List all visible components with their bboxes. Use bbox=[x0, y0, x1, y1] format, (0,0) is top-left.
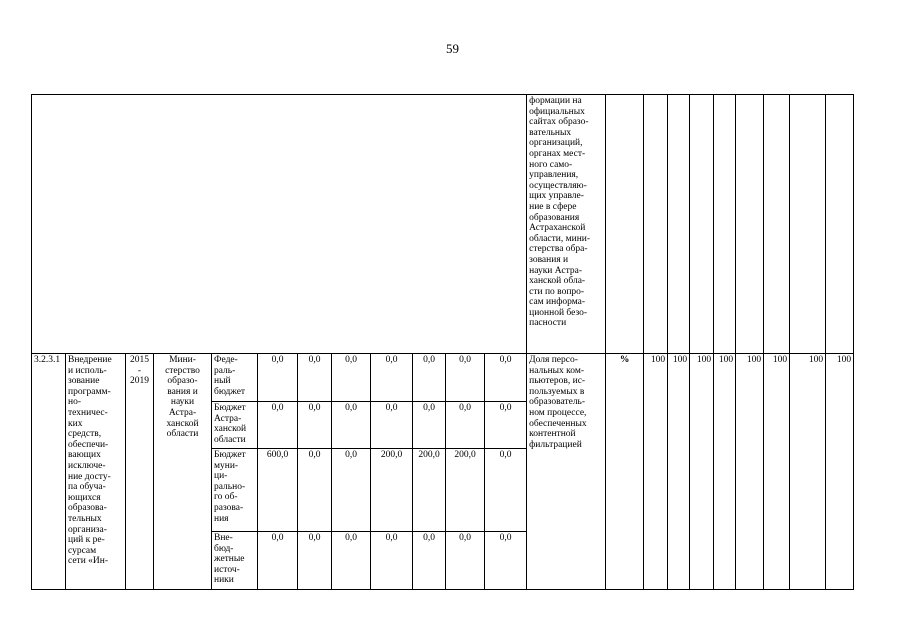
measure-description-cell bbox=[66, 354, 126, 590]
amount-cell: 0,0 bbox=[298, 354, 332, 402]
amount-cell: 200,0 bbox=[446, 449, 485, 532]
table-row bbox=[32, 354, 854, 402]
amount-cell: 0,0 bbox=[332, 402, 371, 449]
target-value: 100 bbox=[644, 354, 668, 590]
amount-cell: 0,0 bbox=[298, 532, 332, 590]
amount-cell: 0,0 bbox=[371, 354, 413, 402]
amount-cell: 0,0 bbox=[446, 532, 485, 590]
target-value: 100 bbox=[826, 354, 854, 590]
source-name: Бюджет Астра- ханской области bbox=[214, 403, 247, 445]
amount-cell: 0,0 bbox=[485, 402, 527, 449]
amount-cell: 0,0 bbox=[298, 402, 332, 449]
amount-cell: 0,0 bbox=[298, 449, 332, 532]
period: 2015 - 2019 bbox=[130, 355, 149, 387]
executor: Мини- стерство образо- вания и науки Астра- ханской области bbox=[165, 355, 200, 440]
amount-cell: 0,0 bbox=[413, 532, 446, 590]
amount-cell: 0,0 bbox=[446, 402, 485, 449]
target-value: 100 bbox=[790, 354, 826, 590]
amount-cell: 0,0 bbox=[446, 354, 485, 402]
amount-cell: 0,0 bbox=[258, 402, 298, 449]
target-value: 100 bbox=[736, 354, 764, 590]
measure-description: Внедрение и исполь- зование программ- но- техничес- ких средств, обеспечи- вающих исключе- ние досту- па обуча- ющихся образова- тельных организа- ций к ре- сурсам сети «Ин- bbox=[68, 355, 112, 567]
source-name: Вне- бюд- жетные источ- ники bbox=[214, 533, 245, 586]
continuation-target-cell bbox=[714, 95, 736, 354]
amount-cell: 0,0 bbox=[332, 449, 371, 532]
target-value: 100 bbox=[668, 354, 690, 590]
amount-cell: 0,0 bbox=[485, 532, 527, 590]
continuation-target-cell bbox=[764, 95, 790, 354]
source-name: Феде- раль- ный бюджет bbox=[214, 355, 246, 397]
source-name-cell bbox=[212, 532, 258, 590]
continuation-indicator-cell bbox=[527, 95, 606, 354]
amount-cell: 0,0 bbox=[258, 532, 298, 590]
amount-cell: 0,0 bbox=[332, 354, 371, 402]
amount-cell: 200,0 bbox=[413, 449, 446, 532]
continuation-empty-cell bbox=[32, 95, 527, 354]
amount-cell: 0,0 bbox=[332, 532, 371, 590]
unit-cell: % bbox=[606, 354, 644, 590]
target-value: 100 bbox=[690, 354, 714, 590]
continuation-row bbox=[32, 95, 854, 354]
continuation-target-cell bbox=[668, 95, 690, 354]
amount-cell: 0,0 bbox=[413, 354, 446, 402]
program-table bbox=[31, 94, 854, 590]
measure-number: 3.2.3.1 bbox=[32, 354, 66, 590]
amount-cell: 0,0 bbox=[258, 354, 298, 402]
page-number: 59 bbox=[446, 41, 459, 56]
amount-cell: 600,0 bbox=[258, 449, 298, 532]
source-name: Бюджет муни- ци- pально- го об- разова- ния bbox=[214, 450, 246, 524]
continuation-unit-cell bbox=[606, 95, 644, 354]
continuation-target-cell bbox=[644, 95, 668, 354]
target-value: 100 bbox=[764, 354, 790, 590]
amount-cell: 0,0 bbox=[413, 402, 446, 449]
continuation-target-cell bbox=[736, 95, 764, 354]
amount-cell: 0,0 bbox=[371, 402, 413, 449]
amount-cell: 200,0 bbox=[371, 449, 413, 532]
target-value: 100 bbox=[714, 354, 736, 590]
continuation-target-cell bbox=[826, 95, 854, 354]
continuation-target-cell bbox=[690, 95, 714, 354]
source-name-cell bbox=[212, 449, 258, 532]
indicator: Доля персо- нальных ком- пьютеров, ис- пользуемых в образователь- ном процессе, обеспеченных контентной фильтрацией bbox=[529, 355, 587, 450]
indicator-cell bbox=[527, 354, 606, 590]
continuation-target-cell bbox=[790, 95, 826, 354]
amount-cell: 0,0 bbox=[371, 532, 413, 590]
source-name-cell bbox=[212, 402, 258, 449]
amount-cell: 0,0 bbox=[485, 449, 527, 532]
continuation-indicator-text: формации на официальных сайтах образо- вательных организаций, органах мест- ного само- управления, осуществляю- щих управле- ние в сфере образования Астраханской области, мини- стерства обра- зования и науки Астра- ханской обла- сти по вопро- сам информа- ционной безо- пасности bbox=[529, 96, 591, 329]
amount-cell: 0,0 bbox=[485, 354, 527, 402]
period-cell bbox=[126, 354, 154, 590]
executor-cell bbox=[154, 354, 212, 590]
source-name-cell bbox=[212, 354, 258, 402]
